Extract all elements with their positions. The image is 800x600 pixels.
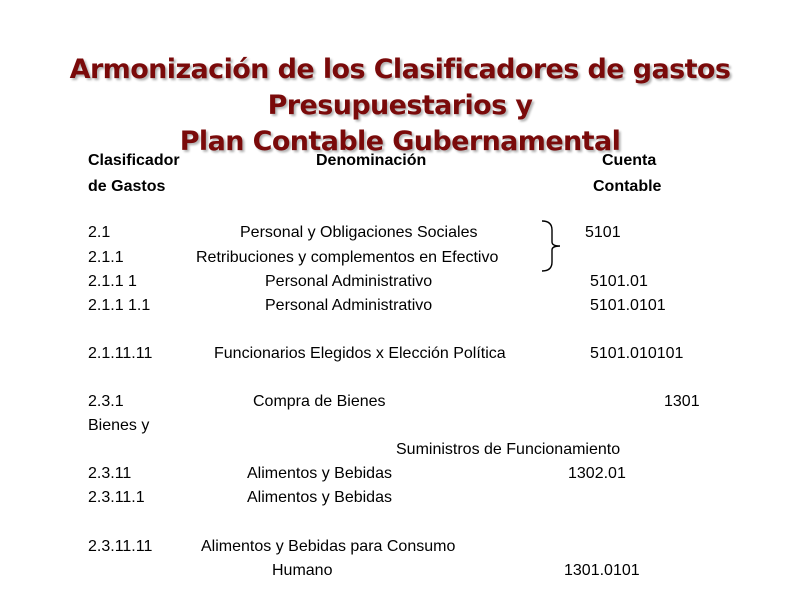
row-code: 2.3.11 [88, 465, 132, 482]
row-name: Humano [272, 562, 333, 579]
row-name: Retribuciones y complementos en Efectivo [196, 249, 499, 266]
row-account: 5101.01 [590, 273, 648, 290]
row-code: 2.1.1 1.1 [88, 297, 151, 314]
row-code: Bienes y [88, 417, 150, 434]
row-account: 5101.0101 [590, 297, 666, 314]
row-code: 2.1 [88, 224, 111, 241]
row-name: Alimentos y Bebidas [247, 465, 392, 482]
header-clasificador: Clasificador [88, 152, 180, 169]
row-code: 2.3.11.1 [88, 489, 145, 506]
row-name: Personal y Obligaciones Sociales [240, 224, 478, 241]
row-code: 2.1.11.11 [88, 345, 153, 362]
row-account: 1301.0101 [564, 562, 640, 579]
row-code: 2.1.1 [88, 249, 124, 266]
row-code: 2.3.1 [88, 393, 124, 410]
row-code: 2.1.1 1 [88, 273, 137, 290]
header-cuenta: Cuenta [602, 152, 657, 169]
row-name: Funcionarios Elegidos x Elección Política [214, 345, 506, 362]
row-code: 2.3.11.11 [88, 538, 153, 555]
header-de-gastos: de Gastos [88, 178, 166, 195]
brace-icon [540, 220, 564, 272]
row-name: Personal Administrativo [265, 273, 433, 290]
title-line-1: Armonización de los Clasificadores de gastos Presupuestarios y [69, 54, 731, 121]
slide-title [0, 52, 800, 160]
row-account: 5101.010101 [590, 345, 684, 362]
row-name: Alimentos y Bebidas [247, 489, 392, 506]
row-account: 1301 [664, 393, 700, 410]
header-denominacion: Denominación [316, 152, 427, 169]
row-name: Compra de Bienes [253, 393, 386, 410]
title-line-2: Plan Contable Gubernamental [179, 126, 621, 157]
row-account: 1302.01 [568, 465, 626, 482]
header-contable: Contable [593, 178, 662, 195]
row-name: Alimentos y Bebidas para Consumo [201, 538, 456, 555]
row-account: 5101 [585, 224, 621, 241]
row-name: Suministros de Funcionamiento [396, 441, 621, 458]
row-name: Personal Administrativo [265, 297, 433, 314]
